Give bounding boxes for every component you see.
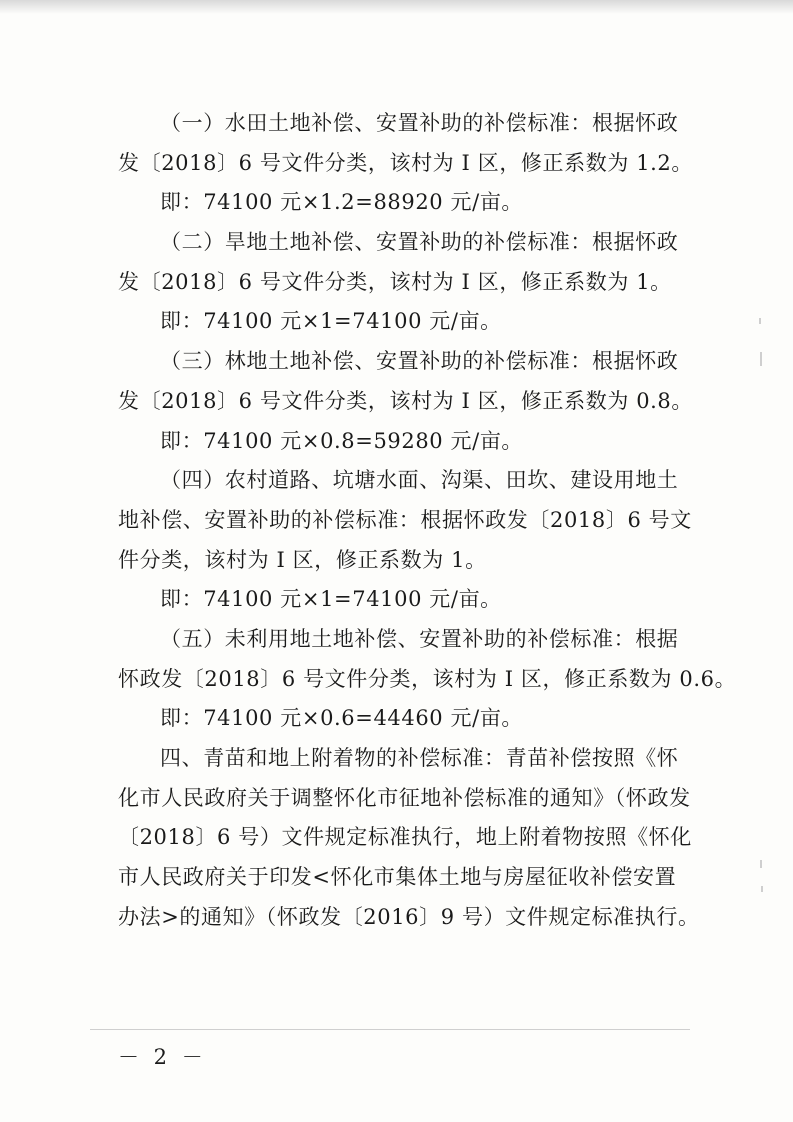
text-line-p4-c: 件分类，该村为 I 区，修正系数为 1。: [118, 547, 487, 572]
scan-edge: [0, 0, 793, 14]
text-line-p3-c: 即：74100 元×0.8=59280 元/亩。: [160, 428, 524, 453]
text-line-p6-e: 办法>的通知》（怀政发〔2016〕9 号）文件规定标准执行。: [118, 904, 700, 929]
text-line-p6-d: 市人民政府关于印发<怀化市集体土地与房屋征收补偿安置: [118, 865, 677, 890]
bleed-mark: [759, 318, 761, 324]
text-line-p1-b: 发〔2018〕6 号文件分类，该村为 I 区，修正系数为 1.2。: [118, 150, 693, 175]
footer-rule: [90, 1029, 690, 1030]
body-text: [118, 104, 737, 937]
text-line-p3-b: 发〔2018〕6 号文件分类，该村为 I 区，修正系数为 0.8。: [118, 388, 693, 413]
text-line-p4-d: 即：74100 元×1=74100 元/亩。: [160, 587, 502, 612]
text-line-p6-b: 化市人民政府关于调整怀化市征地补偿标准的通知》（怀政发: [118, 785, 691, 810]
text-line-p1-a: （一）水田土地补偿、安置补助的补偿标准：根据怀政: [160, 111, 679, 135]
bleed-mark: [760, 352, 762, 366]
bleed-mark: [761, 886, 763, 892]
text-line-p1-c: 即：74100 元×1.2=88920 元/亩。: [160, 190, 524, 215]
text-line-p2-a: （二）旱地土地补偿、安置补助的补偿标准：根据怀政: [160, 230, 679, 255]
text-line-p4-a: （四）农村道路、坑塘水面、沟渠、田坎、建设用地土: [160, 468, 679, 493]
page-number: － 2 －: [118, 1045, 207, 1069]
text-line-p5-a: （五）未利用地土地补偿、安置补助的补偿标准：根据: [160, 626, 679, 651]
text-line-p2-c: 即：74100 元×1=74100 元/亩。: [160, 309, 502, 334]
text-line-p5-c: 即：74100 元×0.6=44460 元/亩。: [160, 706, 524, 731]
text-line-p6-c: 〔2018〕6 号）文件规定标准执行，地上附着物按照《怀化: [118, 825, 692, 850]
text-line-p6-a: 四、青苗和地上附着物的补偿标准：青苗补偿按照《怀: [160, 746, 679, 770]
text-line-p2-b: 发〔2018〕6 号文件分类，该村为 I 区，修正系数为 1。: [118, 269, 672, 294]
text-line-p4-b: 地补偿、安置补助的补偿标准：根据怀政发〔2018〕6 号文: [118, 507, 692, 532]
text-line-p3-a: （三）林地土地补偿、安置补助的补偿标准：根据怀政: [160, 349, 679, 374]
text-line-p5-b: 怀政发〔2018〕6 号文件分类，该村为 I 区，修正系数为 0.6。: [118, 666, 737, 691]
bleed-mark: [760, 860, 762, 868]
